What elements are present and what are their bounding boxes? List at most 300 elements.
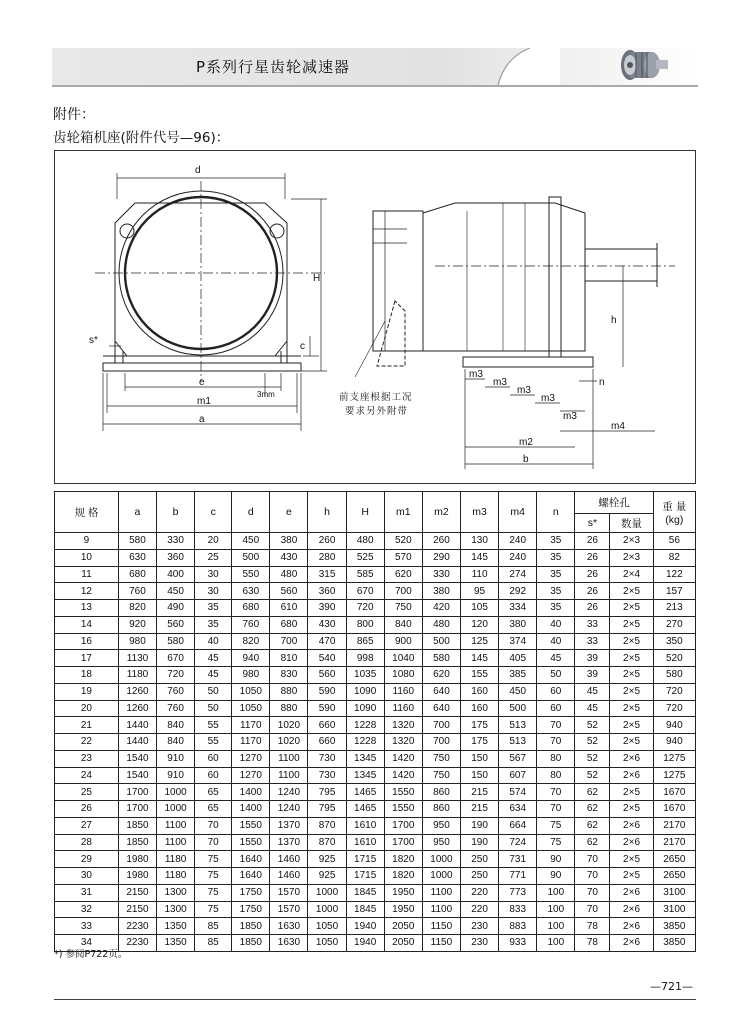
cell-h: 795 — [308, 784, 346, 801]
cell-m3: 155 — [460, 667, 498, 684]
table-row — [55, 784, 696, 801]
dim-label-3mm: 3mm — [257, 390, 275, 399]
cell-weight: 720 — [653, 683, 695, 700]
cell-qty: 2×5 — [610, 851, 653, 868]
cell-m1: 1320 — [384, 734, 422, 751]
dim-label-a: a — [199, 414, 205, 425]
cell-weight: 580 — [653, 667, 695, 684]
cell-weight: 2170 — [653, 817, 695, 834]
cell-m1: 1700 — [384, 817, 422, 834]
table-row — [55, 935, 696, 952]
cell-s: 33 — [575, 633, 610, 650]
cell-m3: 230 — [460, 935, 498, 952]
cell-s: 45 — [575, 683, 610, 700]
table-row — [55, 868, 696, 885]
cell-H: 720 — [346, 600, 384, 617]
table-row — [55, 533, 696, 550]
cell-b: 1000 — [157, 801, 195, 818]
cell-m1: 2050 — [384, 918, 422, 935]
header-m2: m2 — [422, 492, 460, 533]
cell-d: 630 — [232, 583, 270, 600]
cell-m2: 750 — [422, 767, 460, 784]
cell-b: 720 — [157, 667, 195, 684]
header-m1: m1 — [384, 492, 422, 533]
table-row — [55, 801, 696, 818]
cell-e: 1370 — [270, 817, 308, 834]
cell-b: 1350 — [157, 918, 195, 935]
cell-m3: 190 — [460, 834, 498, 851]
cell-a: 1850 — [118, 834, 156, 851]
cell-c: 55 — [195, 717, 232, 734]
cell-H: 670 — [346, 583, 384, 600]
cell-s: 70 — [575, 868, 610, 885]
header-weight — [653, 492, 695, 533]
cell-c: 55 — [195, 734, 232, 751]
cell-h: 590 — [308, 683, 346, 700]
cell-m1: 1160 — [384, 700, 422, 717]
cell-h: 660 — [308, 717, 346, 734]
cell-s: 70 — [575, 851, 610, 868]
cell-n: 60 — [537, 700, 575, 717]
cell-weight: 2650 — [653, 851, 695, 868]
cell-weight: 122 — [653, 566, 695, 583]
dim-label-m3-3: m3 — [517, 385, 531, 396]
cell-H: 1940 — [346, 935, 384, 952]
cell-m3: 145 — [460, 549, 498, 566]
cell-c: 30 — [195, 566, 232, 583]
cell-weight: 1275 — [653, 750, 695, 767]
header-weight-label: 重 量 — [662, 500, 687, 513]
cell-spec: 27 — [55, 817, 119, 834]
cell-d: 1550 — [232, 834, 270, 851]
cell-a: 1180 — [118, 667, 156, 684]
cell-qty: 2×5 — [610, 667, 653, 684]
cell-m1: 1820 — [384, 851, 422, 868]
cell-spec: 11 — [55, 566, 119, 583]
header-m3: m3 — [460, 492, 498, 533]
cell-d: 500 — [232, 549, 270, 566]
cell-b: 840 — [157, 717, 195, 734]
cell-c: 25 — [195, 549, 232, 566]
cell-m1: 1420 — [384, 767, 422, 784]
dim-label-d: d — [195, 165, 201, 176]
front-support-note-line2: 要求另外附带 — [345, 406, 409, 417]
cell-m3: 250 — [460, 868, 498, 885]
cell-qty: 2×3 — [610, 549, 653, 566]
cell-m2: 580 — [422, 650, 460, 667]
cell-m4: 607 — [499, 767, 537, 784]
cell-e: 1240 — [270, 801, 308, 818]
cell-n: 35 — [537, 533, 575, 550]
bolt-hole-left — [120, 224, 134, 238]
cell-m2: 480 — [422, 616, 460, 633]
table-row — [55, 851, 696, 868]
cell-m4: 385 — [499, 667, 537, 684]
header-d: d — [232, 492, 270, 533]
cell-H: 1610 — [346, 817, 384, 834]
cell-qty: 2×4 — [610, 566, 653, 583]
cell-m4: 731 — [499, 851, 537, 868]
cell-m3: 250 — [460, 851, 498, 868]
cell-qty: 2×5 — [610, 868, 653, 885]
cell-h: 260 — [308, 533, 346, 550]
cell-b: 1100 — [157, 834, 195, 851]
cell-e: 560 — [270, 583, 308, 600]
cell-m4: 933 — [499, 935, 537, 952]
cell-m4: 833 — [499, 901, 537, 918]
header-b: b — [157, 492, 195, 533]
cell-e: 1100 — [270, 750, 308, 767]
cell-n: 90 — [537, 851, 575, 868]
table-row — [55, 667, 696, 684]
cell-n: 45 — [537, 650, 575, 667]
cell-spec: 26 — [55, 801, 119, 818]
dim-label-e: e — [199, 377, 205, 388]
cell-qty: 2×5 — [610, 633, 653, 650]
cell-weight: 270 — [653, 616, 695, 633]
header-h: h — [308, 492, 346, 533]
cell-s: 26 — [575, 549, 610, 566]
cell-m4: 274 — [499, 566, 537, 583]
cell-weight: 520 — [653, 650, 695, 667]
cell-m3: 120 — [460, 616, 498, 633]
cell-h: 1000 — [308, 901, 346, 918]
cell-a: 920 — [118, 616, 156, 633]
cell-weight: 2650 — [653, 868, 695, 885]
cell-m4: 574 — [499, 784, 537, 801]
cell-m4: 374 — [499, 633, 537, 650]
cell-m3: 190 — [460, 817, 498, 834]
cell-m2: 750 — [422, 750, 460, 767]
header-underline — [52, 85, 698, 87]
cell-d: 1170 — [232, 717, 270, 734]
cell-m3: 215 — [460, 801, 498, 818]
cell-m3: 130 — [460, 533, 498, 550]
cell-spec: 31 — [55, 884, 119, 901]
cell-qty: 2×5 — [610, 650, 653, 667]
cell-spec: 18 — [55, 667, 119, 684]
cell-s: 26 — [575, 566, 610, 583]
cell-c: 75 — [195, 868, 232, 885]
cell-b: 910 — [157, 767, 195, 784]
dim-label-m4: m4 — [611, 421, 625, 432]
cell-m4: 664 — [499, 817, 537, 834]
cell-m2: 330 — [422, 566, 460, 583]
cell-m2: 1150 — [422, 918, 460, 935]
cell-weight: 2170 — [653, 834, 695, 851]
cell-a: 1260 — [118, 683, 156, 700]
cell-s: 52 — [575, 717, 610, 734]
drawing-svg — [55, 151, 697, 485]
cell-e: 1570 — [270, 884, 308, 901]
cell-H: 1465 — [346, 801, 384, 818]
cell-H: 800 — [346, 616, 384, 633]
foot-plate — [103, 363, 301, 371]
cell-n: 80 — [537, 750, 575, 767]
cell-b: 1000 — [157, 784, 195, 801]
cell-e: 1460 — [270, 868, 308, 885]
cell-b: 1180 — [157, 868, 195, 885]
cell-s: 39 — [575, 667, 610, 684]
dim-label-c: c — [300, 341, 305, 352]
cell-s: 70 — [575, 901, 610, 918]
cell-weight: 82 — [653, 549, 695, 566]
cell-c: 60 — [195, 767, 232, 784]
cell-H: 1940 — [346, 918, 384, 935]
cell-c: 85 — [195, 935, 232, 952]
cell-n: 70 — [537, 784, 575, 801]
cell-weight: 940 — [653, 717, 695, 734]
cell-c: 70 — [195, 834, 232, 851]
cell-weight: 56 — [653, 533, 695, 550]
cell-m1: 1950 — [384, 901, 422, 918]
cell-H: 865 — [346, 633, 384, 650]
cell-m1: 2050 — [384, 935, 422, 952]
cell-d: 1400 — [232, 801, 270, 818]
table-row — [55, 834, 696, 851]
cell-e: 1020 — [270, 717, 308, 734]
cell-H: 1090 — [346, 683, 384, 700]
cell-m3: 110 — [460, 566, 498, 583]
cell-m2: 380 — [422, 583, 460, 600]
cell-m2: 500 — [422, 633, 460, 650]
page-bottom-rule — [54, 999, 696, 1000]
cell-b: 1350 — [157, 935, 195, 952]
cell-s: 26 — [575, 600, 610, 617]
header-c: c — [195, 492, 232, 533]
cell-m1: 1420 — [384, 750, 422, 767]
cell-a: 1850 — [118, 817, 156, 834]
cell-qty: 2×5 — [610, 683, 653, 700]
footnote: *) 参阅P722页。 — [54, 949, 128, 960]
cell-h: 430 — [308, 616, 346, 633]
cell-h: 560 — [308, 667, 346, 684]
cell-s: 62 — [575, 834, 610, 851]
cell-n: 35 — [537, 583, 575, 600]
dim-label-b: b — [523, 454, 529, 465]
cell-b: 560 — [157, 616, 195, 633]
cell-spec: 21 — [55, 717, 119, 734]
cell-m2: 1000 — [422, 868, 460, 885]
cell-weight: 213 — [653, 600, 695, 617]
dim-label-n: n — [599, 377, 605, 388]
cell-qty: 2×5 — [610, 600, 653, 617]
cell-m2: 700 — [422, 734, 460, 751]
cell-a: 820 — [118, 600, 156, 617]
cell-a: 2230 — [118, 935, 156, 952]
cell-e: 1370 — [270, 834, 308, 851]
cell-d: 1050 — [232, 700, 270, 717]
cell-weight: 940 — [653, 734, 695, 751]
cell-spec: 24 — [55, 767, 119, 784]
dim-label-m3-5: m3 — [563, 411, 577, 422]
cell-qty: 2×6 — [610, 817, 653, 834]
cell-h: 925 — [308, 868, 346, 885]
cell-e: 1460 — [270, 851, 308, 868]
cell-qty: 2×5 — [610, 583, 653, 600]
cell-e: 810 — [270, 650, 308, 667]
cell-n: 80 — [537, 767, 575, 784]
cell-n: 35 — [537, 566, 575, 583]
cell-c: 50 — [195, 683, 232, 700]
cell-h: 795 — [308, 801, 346, 818]
cell-spec: 33 — [55, 918, 119, 935]
cell-m4: 240 — [499, 549, 537, 566]
cell-n: 90 — [537, 868, 575, 885]
cell-s: 33 — [575, 616, 610, 633]
front-support-note-line1: 前支座根据工况 — [339, 392, 413, 403]
cell-c: 35 — [195, 600, 232, 617]
cell-H: 1845 — [346, 901, 384, 918]
cell-h: 280 — [308, 549, 346, 566]
table-row — [55, 600, 696, 617]
cell-m4: 771 — [499, 868, 537, 885]
cell-m1: 1820 — [384, 868, 422, 885]
cell-a: 630 — [118, 549, 156, 566]
cell-d: 1550 — [232, 817, 270, 834]
cell-spec: 17 — [55, 650, 119, 667]
cell-e: 1570 — [270, 901, 308, 918]
cell-n: 70 — [537, 734, 575, 751]
cell-a: 2150 — [118, 901, 156, 918]
cell-H: 1845 — [346, 884, 384, 901]
cell-s: 78 — [575, 918, 610, 935]
page-title: P系列行星齿轮减速器 — [196, 58, 351, 76]
cell-m4: 883 — [499, 918, 537, 935]
cell-d: 1750 — [232, 901, 270, 918]
cell-weight: 3100 — [653, 884, 695, 901]
header-n: n — [537, 492, 575, 533]
cell-m1: 700 — [384, 583, 422, 600]
cell-n: 40 — [537, 616, 575, 633]
cell-spec: 28 — [55, 834, 119, 851]
cell-e: 1020 — [270, 734, 308, 751]
cell-weight: 3100 — [653, 901, 695, 918]
cell-H: 585 — [346, 566, 384, 583]
cell-m3: 175 — [460, 717, 498, 734]
cell-m3: 220 — [460, 884, 498, 901]
cell-b: 1300 — [157, 901, 195, 918]
cell-a: 760 — [118, 583, 156, 600]
cell-b: 580 — [157, 633, 195, 650]
cell-spec: 16 — [55, 633, 119, 650]
header-spec: 规 格 — [55, 492, 119, 533]
cell-m4: 634 — [499, 801, 537, 818]
cell-c: 40 — [195, 633, 232, 650]
cell-spec: 14 — [55, 616, 119, 633]
cell-b: 760 — [157, 683, 195, 700]
header-e: e — [270, 492, 308, 533]
cell-b: 1300 — [157, 884, 195, 901]
cell-h: 1050 — [308, 935, 346, 952]
cell-m2: 290 — [422, 549, 460, 566]
table-row — [55, 650, 696, 667]
cell-c: 35 — [195, 616, 232, 633]
cell-s: 52 — [575, 734, 610, 751]
cell-m4: 513 — [499, 717, 537, 734]
cell-a: 1440 — [118, 717, 156, 734]
cell-m1: 1160 — [384, 683, 422, 700]
cell-d: 550 — [232, 566, 270, 583]
cell-spec: 22 — [55, 734, 119, 751]
cell-spec: 19 — [55, 683, 119, 700]
cell-H: 1090 — [346, 700, 384, 717]
cell-s: 52 — [575, 750, 610, 767]
dim-label-H: H — [313, 273, 321, 284]
cell-s: 52 — [575, 767, 610, 784]
cell-m3: 160 — [460, 683, 498, 700]
cell-spec: 25 — [55, 784, 119, 801]
cell-e: 1240 — [270, 784, 308, 801]
table-row — [55, 700, 696, 717]
cell-qty: 2×3 — [610, 533, 653, 550]
table-row — [55, 566, 696, 583]
cell-n: 40 — [537, 633, 575, 650]
cell-m4: 450 — [499, 683, 537, 700]
cell-m2: 950 — [422, 817, 460, 834]
cell-H: 1465 — [346, 784, 384, 801]
cell-d: 1850 — [232, 935, 270, 952]
cell-c: 65 — [195, 784, 232, 801]
cell-c: 60 — [195, 750, 232, 767]
cell-n: 35 — [537, 549, 575, 566]
cell-b: 760 — [157, 700, 195, 717]
cell-qty: 2×6 — [610, 884, 653, 901]
cell-e: 610 — [270, 600, 308, 617]
dim-label-m3-2: m3 — [493, 377, 507, 388]
table-row — [55, 918, 696, 935]
cell-d: 1750 — [232, 884, 270, 901]
cell-m3: 220 — [460, 901, 498, 918]
cell-d: 1850 — [232, 918, 270, 935]
cell-qty: 2×6 — [610, 901, 653, 918]
cell-b: 1180 — [157, 851, 195, 868]
cell-d: 680 — [232, 600, 270, 617]
output-shaft — [585, 249, 657, 281]
cell-a: 1540 — [118, 750, 156, 767]
cell-H: 1345 — [346, 750, 384, 767]
cell-n: 100 — [537, 884, 575, 901]
cell-H: 1610 — [346, 834, 384, 851]
cell-a: 1980 — [118, 868, 156, 885]
cell-h: 315 — [308, 566, 346, 583]
cell-weight: 350 — [653, 633, 695, 650]
cell-m1: 1080 — [384, 667, 422, 684]
cell-c: 85 — [195, 918, 232, 935]
cell-c: 70 — [195, 817, 232, 834]
side-flange-ring — [549, 197, 561, 357]
cell-spec: 32 — [55, 901, 119, 918]
cell-a: 1440 — [118, 734, 156, 751]
cell-d: 1270 — [232, 767, 270, 784]
cell-H: 1715 — [346, 868, 384, 885]
cell-qty: 2×6 — [610, 750, 653, 767]
cell-m4: 292 — [499, 583, 537, 600]
cell-m1: 1040 — [384, 650, 422, 667]
dim-label-s: s* — [89, 335, 98, 346]
cell-m2: 950 — [422, 834, 460, 851]
cell-m2: 420 — [422, 600, 460, 617]
cell-n: 75 — [537, 817, 575, 834]
dim-label-m3-1: m3 — [469, 369, 483, 380]
cell-spec: 34 — [55, 935, 119, 952]
table-row — [55, 901, 696, 918]
cell-d: 1640 — [232, 851, 270, 868]
cell-b: 450 — [157, 583, 195, 600]
page-number: —721— — [650, 980, 693, 993]
cell-b: 400 — [157, 566, 195, 583]
cell-spec: 10 — [55, 549, 119, 566]
